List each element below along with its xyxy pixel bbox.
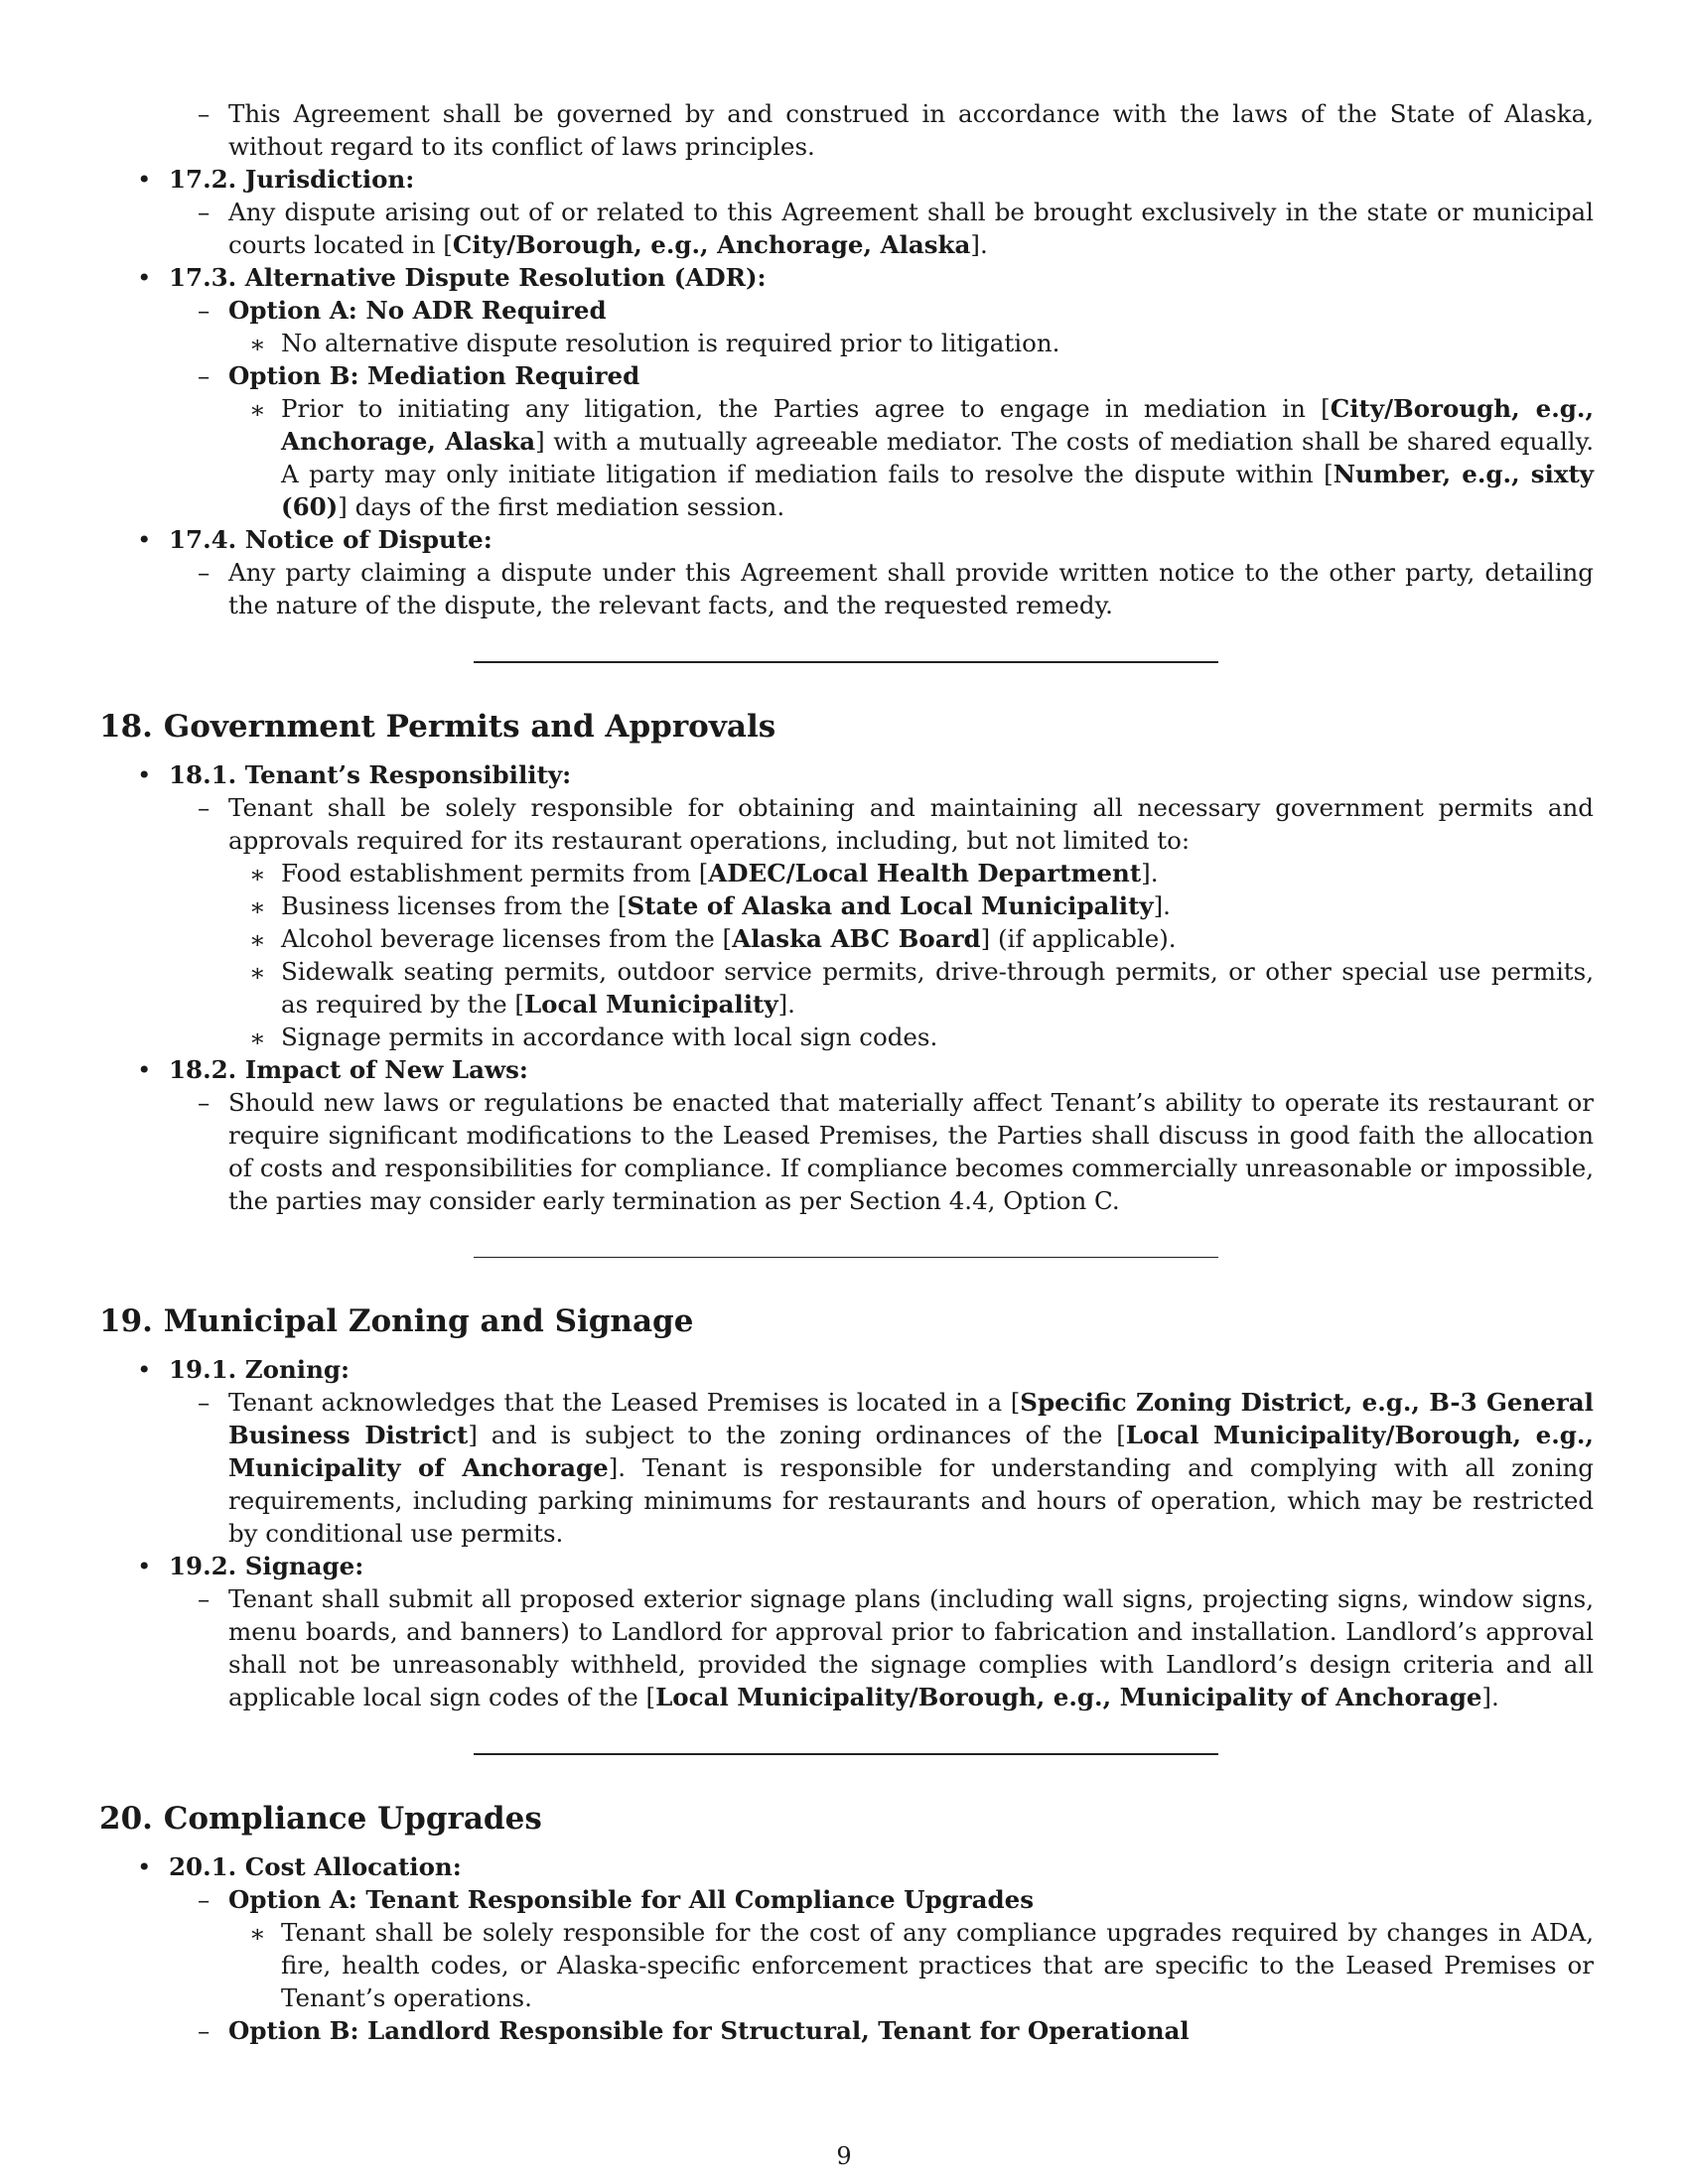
page-content: [99, 97, 1594, 2047]
page-number: 9: [836, 2142, 852, 2170]
permit-item: ∗ Business licenses from the [State of Alaska and Local Municipality].: [249, 891, 1171, 921]
governing-law-clause: – This Agreement shall be governed by and construed in accordance with the laws of the State of Alaska, without regard to its conflict of laws principles.: [198, 99, 1594, 161]
section-divider: [474, 1257, 1218, 1258]
dash-marker: –: [198, 99, 211, 128]
permit-item: ∗ Food establishment permits from [ADEC/Local Health Department].: [249, 859, 1159, 888]
section-divider: [474, 1753, 1218, 1755]
section-20-heading: 20. Compliance Upgrades: [99, 1801, 542, 1837]
new-laws-text: – Should new laws or regulations be enacted that materially affect Tenant’s ability to operate its restaurant or require significant modifications to the Leased Premises, the Parties shall discuss in good faith the allocation of costs and responsibilities for compliance. If compliance becomes commercially unreasonable or impossible, the parties may consider early termination as per Section 4.4, Option C.: [198, 1088, 1594, 1215]
adr-option-a-text: ∗ No alternative dispute resolution is required prior to litigation.: [249, 329, 1060, 358]
section-18-heading: 18. Government Permits and Approvals: [99, 709, 776, 745]
clause-20-1: • 20.1. Cost Allocation:: [137, 1852, 462, 1881]
signage-text: – Tenant shall submit all proposed exterior signage plans (including wall signs, projecting signs, window signs, menu boards, and banners) to Landlord for approval prior to fabrication and installation. Landlord’s approval shall not be unreasonably withheld, provided the signage complies with Landlord’s design criteria and all applicable local sign codes of the [Local Municipality/Borough, e.g., Municipality of Anchorage].: [198, 1584, 1594, 1711]
asterisk-marker: ∗: [249, 330, 266, 358]
permit-item: ∗ Signage permits in accordance with local sign codes.: [249, 1023, 938, 1052]
zoning-text: – Tenant acknowledges that the Leased Premises is located in a [Specific Zoning District, e.g., B-3 General Business District] and is subject to the zoning ordinances of the [Local Municipality/Borough, e.g., Municipality of Anchorage]. Tenant is responsible for understanding and complying with all zoning requirements, including parking minimums for restaurants and hours of operation, which may be restricted by conditional use permits.: [198, 1388, 1594, 1548]
clause-17-4-label: 17.4. Notice of Dispute:: [169, 525, 492, 554]
clause-17-2: [99, 163, 1594, 196]
section-divider: [474, 661, 1218, 663]
permit-item: ∗ Alcohol beverage licenses from the [Alaska ABC Board] (if applicable).: [249, 924, 1177, 954]
clause-19-2: • 19.2. Signage:: [137, 1552, 364, 1580]
section-19-heading: 19. Municipal Zoning and Signage: [99, 1303, 694, 1339]
clause-18-2: • 18.2. Impact of New Laws:: [137, 1055, 528, 1084]
clause-17-3-label: 17.3. Alternative Dispute Resolution (ADR):: [169, 263, 767, 292]
adr-option-a: – Option A: No ADR Required: [198, 296, 607, 325]
clause-17-4: • 17.4. Notice of Dispute:: [137, 525, 492, 554]
cost-option-a-text: ∗ Tenant shall be solely responsible for the cost of any compliance upgrades required by changes in ADA, fire, health codes, or Alaska-specific enforcement practices that are specific to the Leased Premises or Tenant’s operations.: [249, 1918, 1594, 2012]
clause-17-2-label: 17.2. Jurisdiction:: [169, 165, 415, 194]
clause-19-1: • 19.1. Zoning:: [137, 1355, 351, 1384]
cost-option-a: – Option A: Tenant Responsible for All Compliance Upgrades: [198, 1885, 1035, 1914]
cost-option-b: – Option B: Landlord Responsible for Structural, Tenant for Operational: [198, 2016, 1190, 2045]
permit-item: ∗ Sidewalk seating permits, outdoor service permits, drive-through permits, or other special use permits, as required by the [Local Municipality].: [249, 957, 1594, 1019]
bullet-marker: •: [137, 165, 152, 194]
adr-option-b: – Option B: Mediation Required: [198, 361, 640, 390]
notice-text: – Any party claiming a dispute under this Agreement shall provide written notice to the other party, detailing the nature of the dispute, the relevant facts, and the requested remedy.: [198, 558, 1594, 619]
tenant-resp-text: – Tenant shall be solely responsible for obtaining and maintaining all necessary government permits and approvals required for its restaurant operations, including, but not limited to:: [198, 793, 1594, 855]
adr-option-b-text: ∗ Prior to initiating any litigation, the Parties agree to engage in mediation in [City/Borough, e.g., Anchorage, Alaska] with a mutually agreeable mediator. The costs of mediation shall be shared equally. A party may only initiate litigation if mediation fails to resolve the dispute within [Number, e.g., sixty (60)] days of the first mediation session.: [249, 394, 1594, 521]
clause-17-3: • 17.3. Alternative Dispute Resolution (ADR):: [137, 263, 767, 292]
jurisdiction-text: – Any dispute arising out of or related to this Agreement shall be brought exclusively in the state or municipal courts located in [City/Borough, e.g., Anchorage, Alaska].: [198, 198, 1594, 259]
clause-18-1: • 18.1. Tenant’s Responsibility:: [137, 760, 572, 789]
